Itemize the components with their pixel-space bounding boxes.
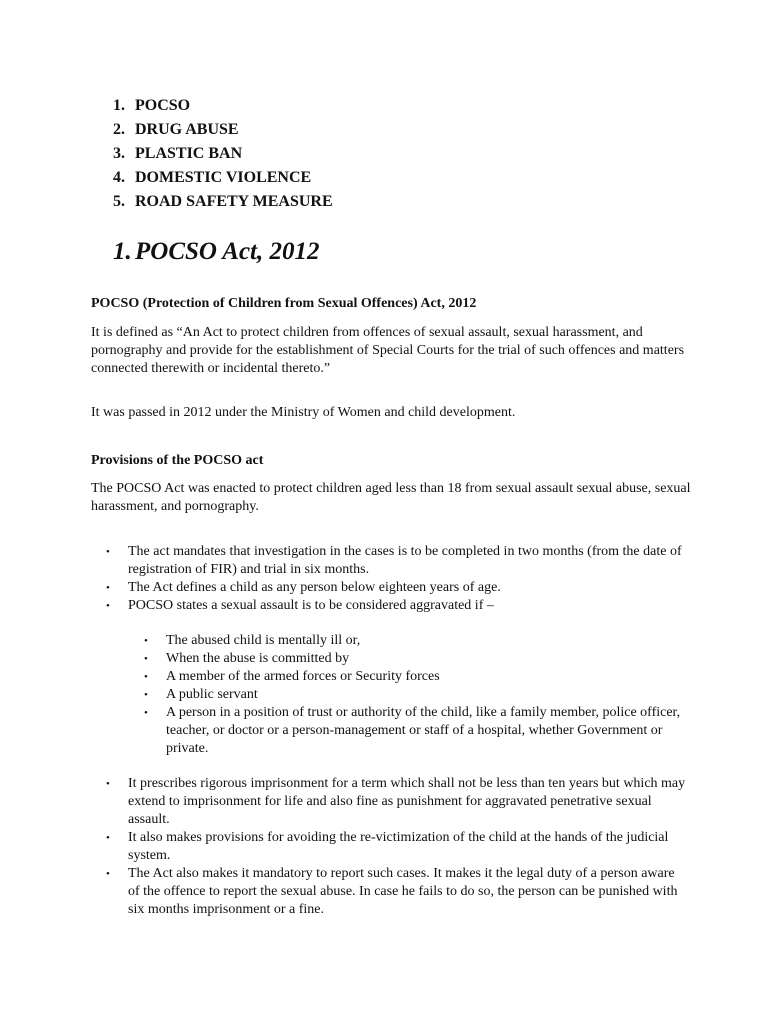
list-item: • The abused child is mentally ill or, <box>144 633 361 648</box>
act-definition: It is defined as “An Act to protect children from offences of sexual assault, sexual harassment, and pornography and provide for the establishment of Special Courts for the trial of such offences and matters connected therewith or incidental thereto.” <box>91 325 685 376</box>
topic-list <box>113 94 333 214</box>
aggravated-conditions-list <box>144 632 696 758</box>
list-item: • POCSO states a sexual assault is to be considered aggravated if – <box>106 598 494 613</box>
list-item: • A member of the armed forces or Security forces <box>144 669 440 684</box>
topic-item: 1. POCSO <box>113 94 333 118</box>
list-item: • A person in a position of trust or authority of the child, like a family member, police officer, teacher, or doctor or a person-management or staff of a hospital, whether Government or private. <box>144 705 681 756</box>
list-item: • It prescribes rigorous imprisonment for a term which shall not be less than ten years but which may extend to imprisonment for life and also fine as punishment for aggravated penetrative sexual assault. <box>106 776 686 827</box>
list-item: • When the abuse is committed by <box>144 651 350 666</box>
provisions-intro: The POCSO Act was enacted to protect children aged less than 18 from sexual assault sexual abuse, sexual harassment, and pornography. <box>91 481 691 514</box>
list-item: • The Act defines a child as any person below eighteen years of age. <box>106 580 501 595</box>
topic-item: 3. PLASTIC BAN <box>113 142 333 166</box>
bullet-icon: • <box>106 600 110 612</box>
topic-item: 2. DRUG ABUSE <box>113 118 333 142</box>
bullet-icon: • <box>144 635 148 647</box>
act-passed-note: It was passed in 2012 under the Ministry of Women and child development. <box>91 405 516 420</box>
provisions-heading: Provisions of the POCSO act <box>91 453 264 468</box>
list-item: • The Act also makes it mandatory to report such cases. It makes it the legal duty of a person aware of the offence to report the sexual abuse. In case he fails to do so, the person can be punished with six months imprisonment or a fine. <box>106 866 678 917</box>
bullet-icon: • <box>106 778 110 790</box>
topic-label: ROAD SAFETY MEASURE <box>135 193 333 210</box>
list-item: • The act mandates that investigation in the cases is to be completed in two months (from the date of registration of FIR) and trial in six months. <box>106 544 682 577</box>
penalties-bullet-list <box>106 775 688 919</box>
bullet-icon: • <box>106 546 110 558</box>
section-heading: 1. POCSO Act, 2012 <box>113 238 320 265</box>
bullet-icon: • <box>144 689 148 701</box>
topic-label: PLASTIC BAN <box>135 145 243 162</box>
section-title: POCSO Act, 2012 <box>135 238 320 265</box>
list-item: • A public servant <box>144 687 258 702</box>
topic-label: POCSO <box>135 97 191 114</box>
bullet-icon: • <box>106 868 110 880</box>
bullet-icon: • <box>144 653 148 665</box>
bullet-icon: • <box>144 707 148 719</box>
bullet-icon: • <box>106 832 110 844</box>
bullet-icon: • <box>106 582 110 594</box>
provisions-bullet-list <box>106 543 688 615</box>
list-item: • It also makes provisions for avoiding the re-victimization of the child at the hands of the judicial system. <box>106 830 669 863</box>
bullet-icon: • <box>144 671 148 683</box>
act-full-title: POCSO (Protection of Children from Sexual Offences) Act, 2012 <box>91 296 477 311</box>
topic-item: 4. DOMESTIC VIOLENCE <box>113 166 333 190</box>
topic-item: 5. ROAD SAFETY MEASURE <box>113 190 333 214</box>
topic-label: DRUG ABUSE <box>135 121 239 138</box>
topic-label: DOMESTIC VIOLENCE <box>135 169 312 186</box>
